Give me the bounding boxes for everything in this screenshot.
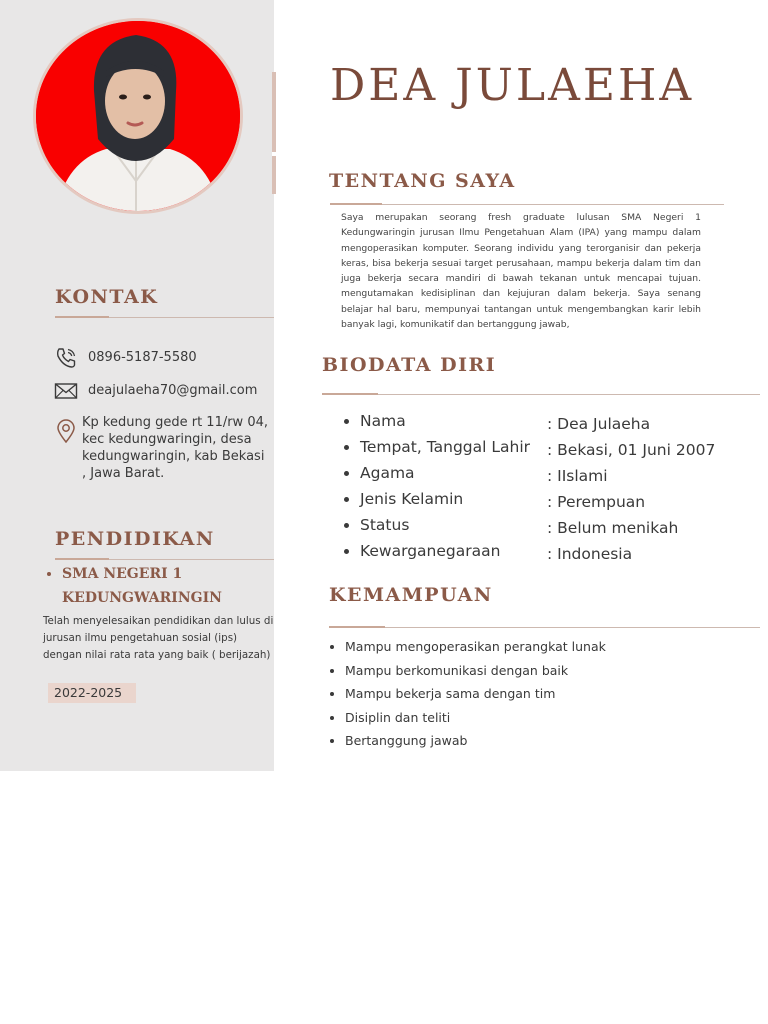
mail-icon xyxy=(54,379,78,403)
skills-list xyxy=(328,636,606,754)
contact-phone xyxy=(54,346,197,370)
skill-item: • Mampu berkomunikasi dengan baik xyxy=(345,660,606,684)
address-text: Kp kedung gede rt 11/rw 04, kec kedungwaringin, desa kedungwaringin, kab Bekasi , Jawa Barat. xyxy=(82,415,268,481)
bio-label: • Jenis Kelamin xyxy=(360,488,530,514)
bio-label: • Status xyxy=(360,514,530,540)
bio-value: : Belum menikah xyxy=(547,519,679,537)
skill-item: • Bertanggung jawab xyxy=(345,730,606,754)
bio-value: : Bekasi, 01 Juni 2007 xyxy=(547,441,716,459)
bio-label: • Tempat, Tanggal Lahir xyxy=(360,436,530,462)
skill-item: • Mampu bekerja sama dengan tim xyxy=(345,683,606,707)
bio-value: : IIslami xyxy=(547,467,608,485)
location-pin-icon xyxy=(54,419,78,443)
about-heading-rule xyxy=(382,204,724,205)
skill-item: • Disiplin dan teliti xyxy=(345,707,606,731)
about-text: Saya merupakan seorang fresh graduate lulusan SMA Negeri 1 Kedungwaringin jurusan Ilmu Pengetahuan Alam (IPA) yang mampu dalam mengoperasikan komputer. Seorang individu yang terorganisir dan pekerja keras, bisa bekerja sesuai target perusahaan, mampu bekerja dalam tim dan juga bekerja secara mandiri di bawah tekanan untuk mencapai tujuan. mengutamakan kedisiplinan dan kejujuran dalam bekerja. Saya senang belajar hal baru, mempunyai tantangan untuk mengembangkan karir lebih banyak lagi, komunikatif dan bertanggung jawab, xyxy=(341,212,701,331)
phone-icon xyxy=(54,346,78,370)
education-heading-accent xyxy=(55,558,109,560)
education-years-badge: 2022-2025 xyxy=(48,683,136,703)
skills-heading-rule xyxy=(385,627,760,628)
contact-heading-accent xyxy=(55,316,109,318)
bio-values xyxy=(547,413,715,569)
bio-heading-rule xyxy=(378,394,760,395)
skills-heading-accent xyxy=(329,626,385,628)
profile-photo xyxy=(33,18,243,214)
bio-label: • Agama xyxy=(360,462,530,488)
school-name: • SMA NEGERI 1 KEDUNGWARINGIN xyxy=(62,562,282,610)
email-address[interactable]: deajulaeha70@gmail.com xyxy=(88,383,258,398)
bio-label: • Kewarganegaraan xyxy=(360,540,530,566)
education-heading: PENDIDIKAN xyxy=(55,528,215,550)
person-portrait-icon xyxy=(36,21,240,211)
education-description: Telah menyelesaikan pendidikan dan lulus di jurusan ilmu pengetahuan sosial (ips) dengan nilai rata rata yang baik ( berijazah) xyxy=(43,615,274,661)
contact-email xyxy=(54,379,257,403)
skills-heading: KEMAMPUAN xyxy=(329,584,493,606)
bio-labels xyxy=(342,410,530,566)
bio-heading-accent xyxy=(322,393,378,395)
bio-value: : Perempuan xyxy=(547,493,646,511)
education-heading-rule xyxy=(109,559,274,560)
phone-number[interactable]: 0896-5187-5580 xyxy=(88,350,197,365)
decorative-divider xyxy=(272,72,276,194)
bio-heading: BIODATA DIRI xyxy=(322,354,497,376)
about-heading-accent xyxy=(330,203,382,205)
skill-item: • Mampu mengoperasikan perangkat lunak xyxy=(345,636,606,660)
candidate-name: DEA JULAEHA xyxy=(330,60,695,111)
contact-address xyxy=(54,415,269,482)
contact-heading-rule xyxy=(109,317,274,318)
bio-label: • Nama xyxy=(360,410,530,436)
bio-value: : Indonesia xyxy=(547,545,633,563)
about-heading: TENTANG SAYA xyxy=(329,170,516,192)
education-list xyxy=(44,562,282,610)
bio-value: : Dea Julaeha xyxy=(547,415,651,433)
contact-heading: KONTAK xyxy=(55,286,159,308)
